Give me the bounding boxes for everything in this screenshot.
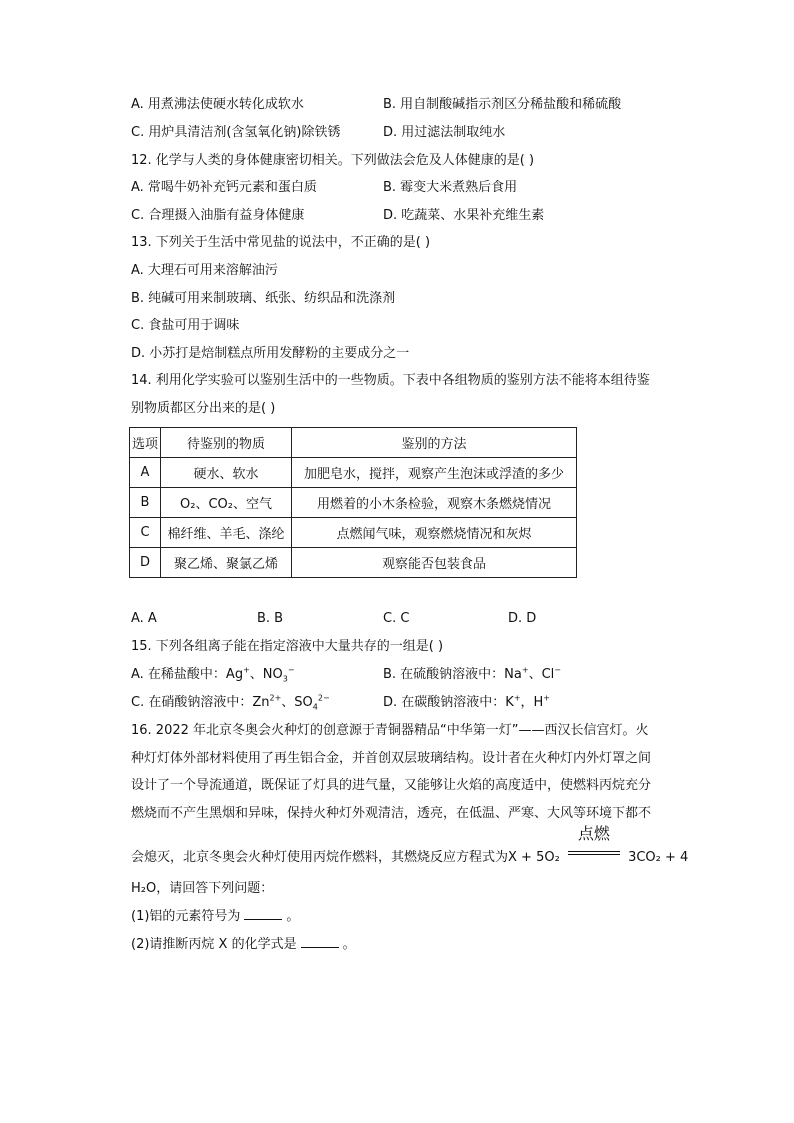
q16-line-5 [131,824,689,867]
reaction-condition: 点燃 [577,824,610,843]
q13-option-c: C. 食盐可用于调味 [131,318,240,333]
table-row [130,458,577,488]
q16-line-1: 16. 2022 年北京冬奥会火种灯的创意源于青铜器精品“中华第一灯”——西汉长信宫灯。火 [131,723,649,738]
table-cell: 点燃闻气味，观察燃烧情况和灰烬 [292,518,577,548]
q12-stem: 12. 化学与人类的身体健康密切相关。下列做法会危及人体健康的是( ) [131,153,535,168]
q13-option-d: D. 小苏打是焙制糕点所用发酵粉的主要成分之一 [131,346,410,361]
q16-subquestion-1: (1)铝的元素符号为 。 [131,909,300,924]
table-cell: B [130,488,161,518]
table-cell: 硬水、软水 [161,458,292,488]
q15-option-d: D. 在碳酸钠溶液中：K+，H+ [383,693,550,710]
q15-stem: 15. 下列各组离子能在指定溶液中大量共存的一组是( ) [131,639,444,654]
table-cell: C [130,518,161,548]
q15-option-a: A. 在稀盐酸中：Ag+、$NO_3^-$ [131,665,295,684]
table-cell: 用燃着的小木条检验，观察木条燃烧情况 [292,488,577,518]
table-cell: A [130,458,161,488]
answer-blank[interactable] [244,907,282,920]
table-header-row [130,428,577,458]
table-header-cell: 选项 [130,428,161,458]
q16-line-6: H₂O，请回答下列问题： [131,881,274,896]
q12-option-a: A. 常喝牛奶补充钙元素和蛋白质 [131,180,317,195]
q14-option-a: A. A [131,611,157,626]
table-header-cell: 鉴别的方法 [292,428,577,458]
q16-equation-right: 3CO₂ + 4 [628,850,689,865]
q11-option-b: B. 用自制酸碱指示剂区分稀盐酸和稀硫酸 [383,97,622,112]
table-row [130,488,577,518]
q15-option-b: B. 在硫酸钠溶液中：Na+、Cl− [383,665,561,682]
table-cell: 加肥皂水，搅拌，观察产生泡沫或浮渣的多少 [292,458,577,488]
identification-table [129,427,577,578]
q15-option-c: C. 在硝酸钠溶液中：$Zn^{2+}$、$SO_4^{2-}$ [131,693,330,712]
q14-stem-line1: 14. 利用化学实验可以鉴别生活中的一些物质。下表中各组物质的鉴别方法不能将本组待鉴 [131,373,650,388]
q14-option-d: D. D [508,611,537,626]
q12-option-c: C. 合理摄入油脂有益身体健康 [131,208,305,223]
q14-stem-line2: 别物质都区分出来的是( ) [131,401,276,416]
q14-option-b: B. B [257,611,284,626]
q13-option-a: A. 大理石可用来溶解油污 [131,263,278,278]
table-row [130,548,577,578]
q12-option-d: D. 吃蔬菜、水果补充维生素 [383,208,545,223]
q12-option-b: B. 霉变大米煮熟后食用 [383,180,518,195]
q16-subquestion-2: (2)请推断丙烷 X 的化学式是 。 [131,937,356,952]
table-cell: 聚乙烯、聚氯乙烯 [161,548,292,578]
table-cell: O₂、CO₂、空气 [161,488,292,518]
q11-option-a: A. 用煮沸法使硬水转化成软水 [131,97,304,112]
table-cell: 棉纤维、羊毛、涤纶 [161,518,292,548]
table-cell: 观察能否包装食品 [292,548,577,578]
table-row [130,518,577,548]
table-cell: D [130,548,161,578]
answer-blank[interactable] [301,935,339,948]
q13-stem: 13. 下列关于生活中常见盐的说法中，不正确的是( ) [131,235,431,250]
q13-option-b: B. 纯碱可用来制玻璃、纸张、纺织品和洗涤剂 [131,291,396,306]
q16-line-4: 燃烧而不产生黑烟和异味，保持火种灯外观清洁，透亮，在低温、严寒、大风等环境下都不 [131,806,652,821]
table-header-cell: 待鉴别的物质 [161,428,292,458]
q11-option-c: C. 用炉具清洁剂(含氢氧化钠)除铁锈 [131,125,341,140]
q16-equation-left: 会熄灭，北京冬奥会火种灯使用丙烷作燃料，其燃烧反应方程式为X + 5O₂ [131,850,560,865]
q16-line-3: 设计了一个导流通道，既保证了灯具的进气量，又能够让火焰的高度适中，使燃料丙烷充分 [131,778,652,793]
q11-option-d: D. 用过滤法制取纯水 [383,125,506,140]
q16-line-2: 种灯灯体外部材料使用了再生铝合金，并首创双层玻璃结构。设计者在火种灯内外灯罩之间 [131,751,652,766]
q14-option-c: C. C [383,611,410,626]
reaction-arrow [568,824,620,861]
